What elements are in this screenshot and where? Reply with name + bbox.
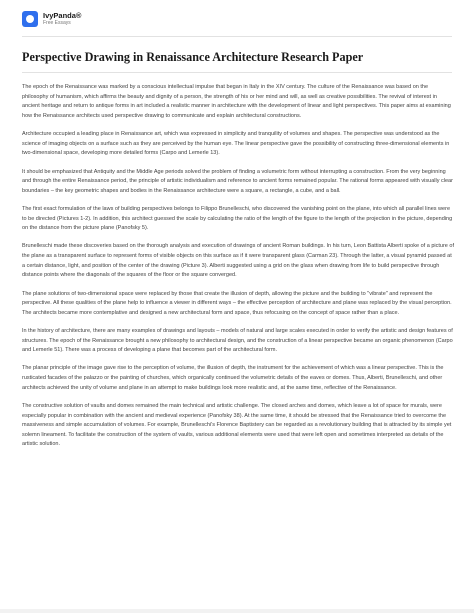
paragraph: The first exact formulation of the laws of building perspectives belongs to Filippo Brunelleschi, who discovered the vanishing point on the plane, into which all parallel lines were to be directed (Pictures 1-2). In addition, this architect guessed the scale by calculating the ratio of the length of the figure to the length of the projection in the picture, depending on the distance from the picture plane (Panofsky 5).	[22, 206, 453, 232]
paragraph: In the history of architecture, there are many examples of drawings and layouts – models of natural and large scales executed in order to verify the artistic and design features of structures. The epoch of the Renaissance brought a new philosophy to architectural design, and the construction of a linear perspective became an organic phenomenon (Carpo and Lemerle 51). There was a process of developing a plane that becomes part of the architectural form.	[22, 328, 453, 354]
brand-tagline: Free Essays	[43, 19, 71, 26]
paragraph: It should be emphasized that Antiquity and the Middle Age periods solved the problem of finding a volumetric form without interrupting a construction. From the very beginning and through the entire Renaissance period, the principle of artistic individualism and reference to ancient forms remained popular. The rational forms appeared with visually clear boundaries – the key geometric shapes and bodies in the Renaissance architecture were a square, a rectangle, a cube, and a ball.	[22, 168, 453, 194]
essay-body	[22, 83, 454, 459]
paragraph: The epoch of the Renaissance was marked by a conscious intellectual impulse that began in Italy in the XIV century. The culture of the Renaissance was based on the philosophy of humanism, which affirms the beauty and dignity of a person, the strength of his or her mind and will, as well as creative possibilities. The revival of interest in ancient heritage and return to antique forms in art included a realistic manner in architecture with the development of linear and light perspectives. This paper aims at examining how the Renaissance architects used perspective drawing to communicate and explain architectural constructions.	[22, 84, 451, 119]
brand-name: IvyPanda®	[43, 11, 82, 21]
header-divider	[22, 36, 452, 37]
title-divider	[22, 72, 452, 73]
paragraph: The constructive solution of vaults and domes remained the main technical and artistic challenge. The closed arches and domes, which leave a lot of space for murals, were especially popular in combination with the ancient and medieval experience (Panofsky 38). At the same time, it should be stressed that the Renaissance tried to overcome the massiveness and simple accumulation of volumes. For example, Brunelleschi's Florence Baptistery can be regarded as a revolutionary building that is attracted by its simple yet solemn lineament. To facilitate the construction of the system of vaults, various additional elements were used that were left open and sometimes interpreted as details of the artistic solution.	[22, 402, 452, 448]
page-bottom-edge	[0, 609, 474, 613]
site-header	[22, 11, 81, 27]
ivypanda-logo-icon[interactable]	[22, 11, 38, 27]
paragraph: The plane solutions of two-dimensional space were replaced by those that create the illusion of depth, allowing the picture and the building to "vibrate" and represent the perspective. All these qualities of the plane help to influence a viewer in different ways – the effective perception of architecture and plane was replaced by the visual perception. The architects became more contemplative and designed a new architectural form and space, thus refocusing on the concept of space rather than a place.	[22, 290, 452, 316]
page-title: Perspective Drawing in Renaissance Architecture Research Paper	[22, 50, 364, 64]
paragraph: The planar principle of the image gave rise to the perception of volume, the illusion of depth, the instrument for the achievement of which was a linear perspective. This is the rusticated facades of the palazzo or the painting of churches, which organically continued the volumetric details of the eaves or domes. Thus, Alberti, Brunelleschi, and other architects achieved the unity of volume and plane in an attempt to make buildings look more realistic and, at the same time, reflective of the Renaissance.	[22, 365, 444, 391]
paragraph: Brunelleschi made these discoveries based on the thorough analysis and execution of drawings of ancient Roman buildings. In his turn, Leon Battista Alberti spoke of a picture of the plane as a transparent surface to represent forms of visible objects on this surface as if it were transparent glass (Carman 23). Through the latter, a visual pyramid passed at a certain distance, light, and position of the center of the drawing (Picture 3). Alberti suggested using a grid on the glass when drawing from life to build perspective through distance points where the diagonals of the squares of the floor or the square converged.	[22, 243, 455, 279]
paragraph: Architecture occupied a leading place in Renaissance art, which was expressed in simplicity and tranquility of volumes and shapes. The perspective was understood as the science of imaging objects on a surface such as they are perceived by the human eye. The linear perspective gave the possibility of constructing three-dimensional elements in two-dimensional space, developing more detailed forms (Carpo and Lemerle 13).	[22, 131, 450, 157]
logo-text[interactable]	[43, 12, 81, 26]
